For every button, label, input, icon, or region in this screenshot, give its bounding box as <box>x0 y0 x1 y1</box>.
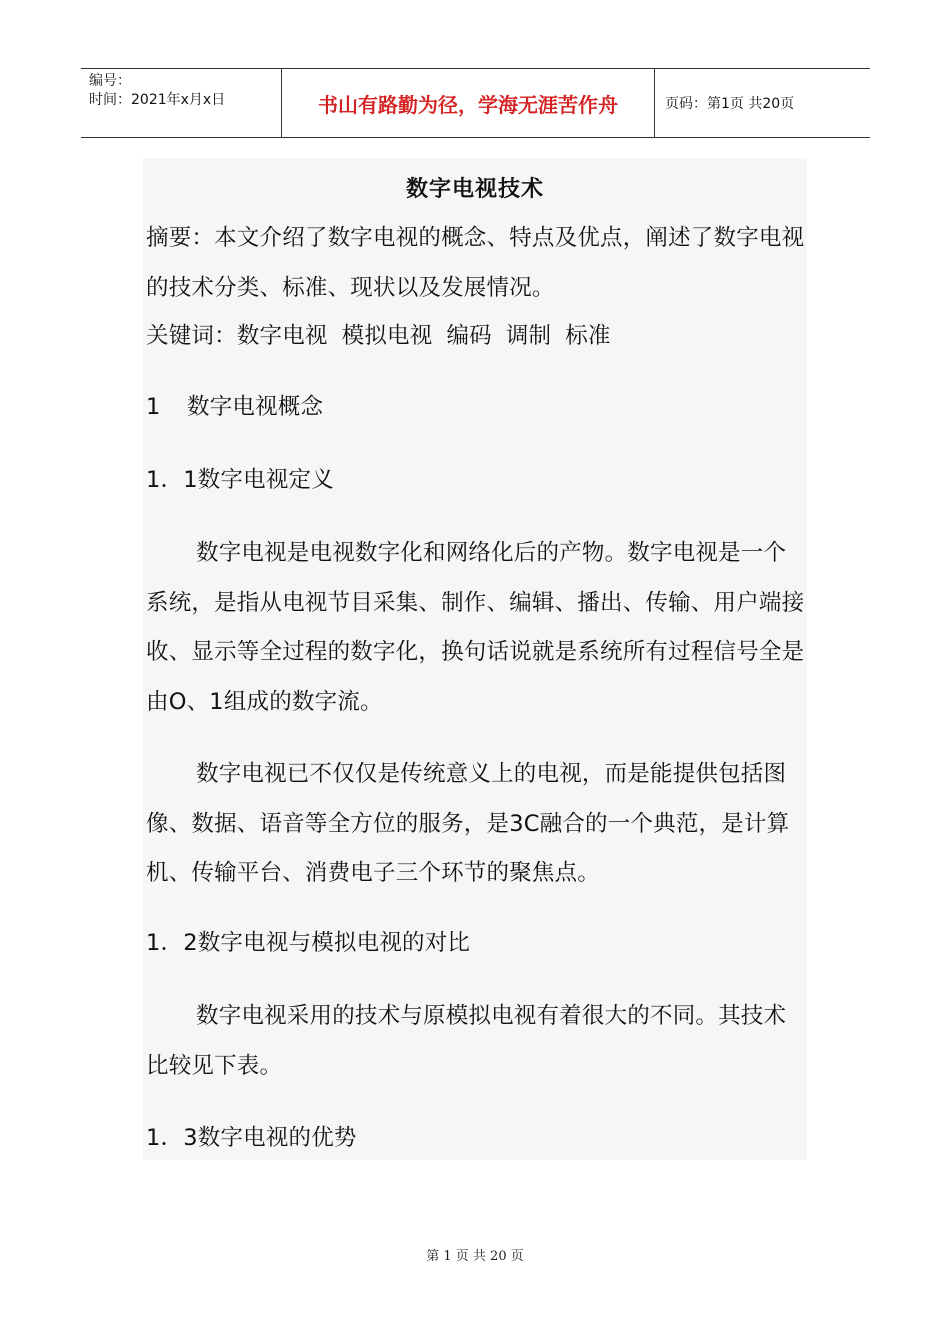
section-title: 数字电视定义 <box>197 467 334 493</box>
keyword: 调制 <box>505 323 552 349</box>
header-motto: 书山有路勤为径，学海无涯苦作舟 <box>282 69 655 137</box>
section-number: 1．2 <box>146 930 198 956</box>
document-body <box>143 158 807 1160</box>
page-footer: 第 1 页 共 20 页 <box>426 1249 524 1264</box>
serial-label: 编号： <box>89 73 131 89</box>
paragraph-services: 数字电视已不仅仅是传统意义上的电视，而是能提供包括图像、数据、语音等全方位的服务，是3C融合的一个典范，是计算机、传输平台、消费电子三个环节的聚焦点。 <box>146 761 790 886</box>
section-number: 1 <box>146 394 161 420</box>
section-heading-1-1 <box>146 456 806 506</box>
paragraph-comparison: 数字电视采用的技术与原模拟电视有着很大的不同。其技术比较见下表。 <box>146 1003 787 1079</box>
keyword: 标准 <box>565 323 611 349</box>
section-title: 数字电视概念 <box>187 394 324 420</box>
paragraph-definition: 数字电视是电视数字化和网络化后的产物。数字电视是一个系统，是指从电视节目采集、制作、编辑、播出、传输、用户端接收、显示等全过程的数字化，换句话说就是系统所有过程信号全是由O、1组成的数字流。 <box>146 540 805 715</box>
keywords <box>146 312 806 362</box>
keyword: 模拟电视 <box>341 323 433 349</box>
keyword: 编码 <box>446 323 492 349</box>
keywords-label: 关键词： <box>146 323 237 349</box>
document-title: 数字电视技术 <box>405 177 544 202</box>
page-header <box>81 68 870 138</box>
section-title: 数字电视的优势 <box>197 1125 357 1151</box>
time-label: 时间：2021年x月x日 <box>89 92 226 108</box>
section-title: 数字电视与模拟电视的对比 <box>197 930 471 956</box>
abstract: 摘要：本文介绍了数字电视的概念、特点及优点，阐述了数字电视的技术分类、标准、现状以及发展情况。 <box>146 225 805 301</box>
keyword: 数字电视 <box>236 323 328 349</box>
section-number: 1．1 <box>146 467 198 493</box>
header-meta <box>81 69 282 137</box>
section-heading-1-3 <box>146 1114 806 1164</box>
section-heading-1-2 <box>146 919 806 969</box>
header-page-label: 页码：第1页 共20页 <box>665 96 795 112</box>
section-heading-1 <box>146 383 806 433</box>
section-number: 1．3 <box>146 1125 198 1151</box>
